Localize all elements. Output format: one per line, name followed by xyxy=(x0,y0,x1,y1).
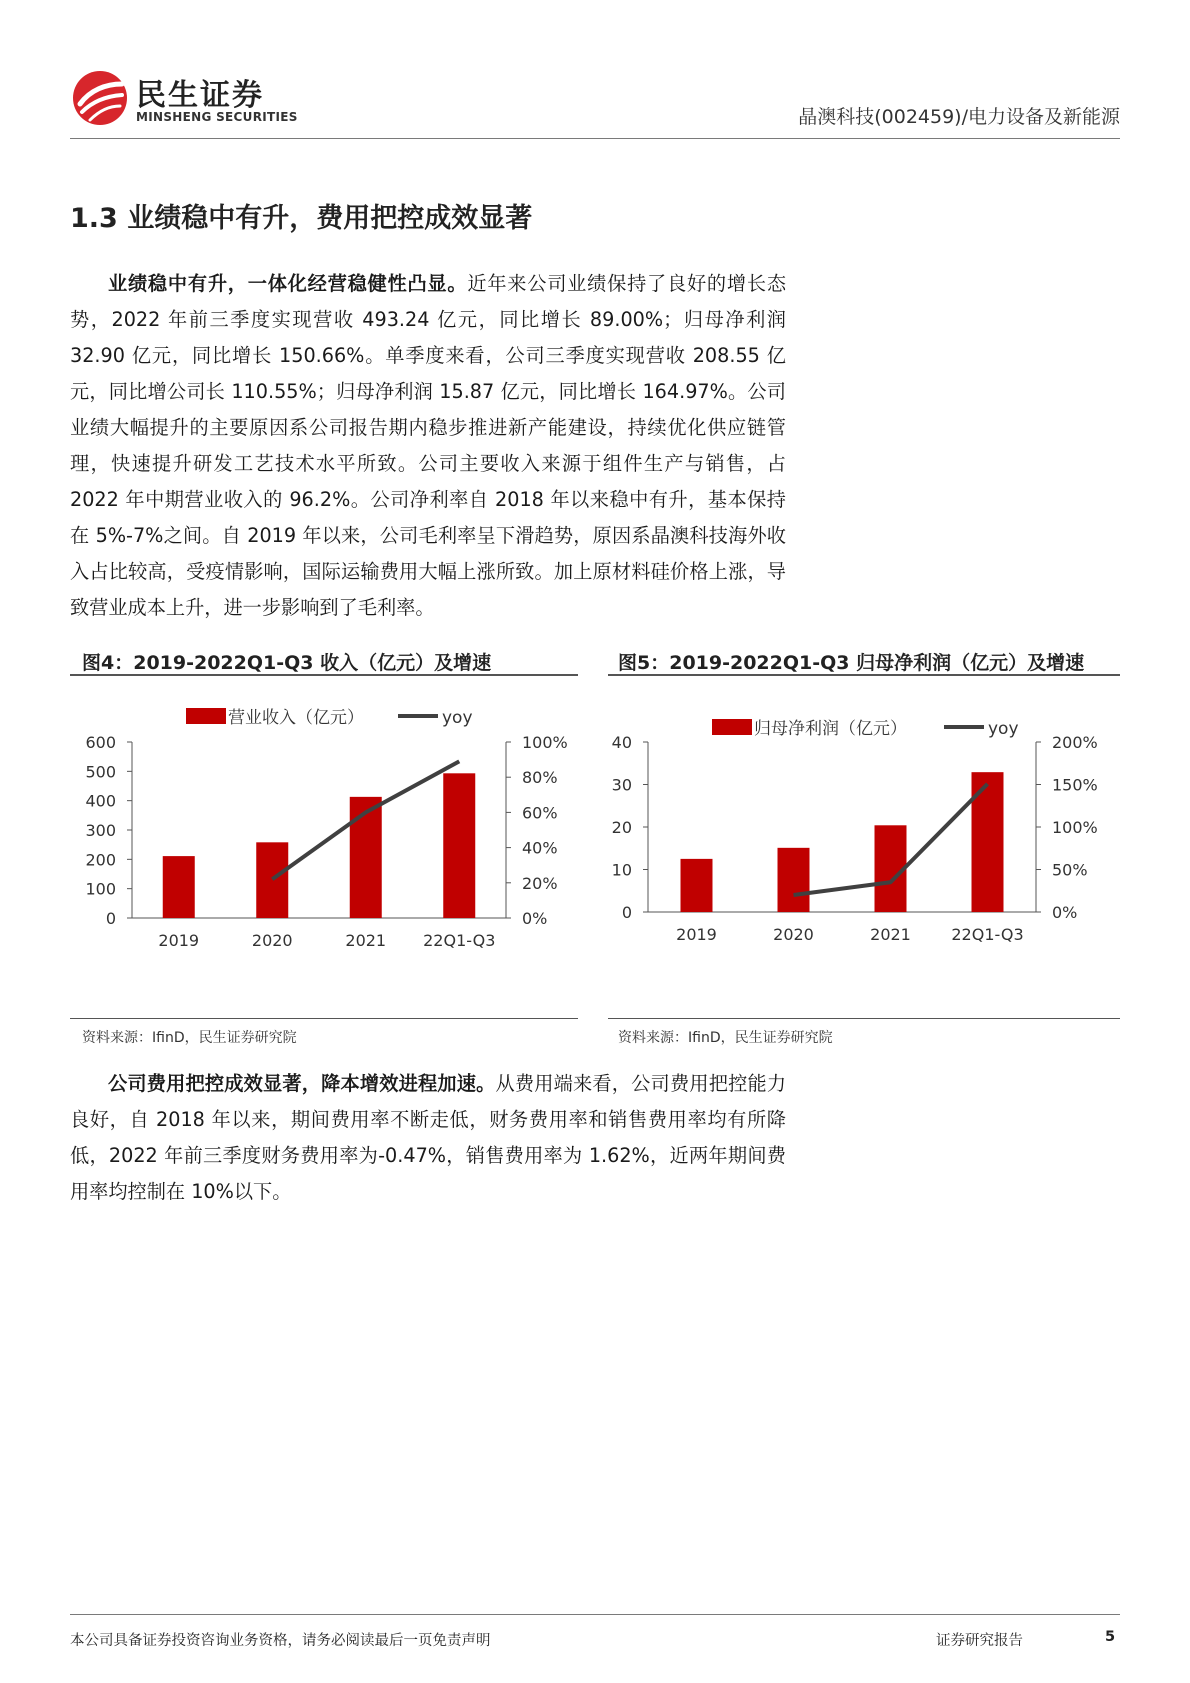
x-axis-category-label: 2020 xyxy=(773,925,814,944)
figure-4-title: 图4：2019-2022Q1-Q3 收入（亿元）及增速 xyxy=(82,652,492,674)
figure-5-source: 资料来源：IfinD，民生证券研究院 xyxy=(618,1030,833,1046)
page-number: 5 xyxy=(1105,1629,1116,1645)
right-axis-tick-label: 60% xyxy=(522,803,558,823)
figure-5-title: 图5：2019-2022Q1-Q3 归母净利润（亿元）及增速 xyxy=(618,652,1085,674)
left-axis-tick-label: 30 xyxy=(611,775,632,795)
legend-bar-swatch xyxy=(186,708,226,724)
paragraph-body: 从费用端来看，公司费用把控能力良好，自 2018 年以来，期间费用率不断走低，财务费用率和销售费用率均有所降低，2022 年前三季度财务费用率为-0.47%，销售费用率为 1.62%，近两年期间费用率均控制在 10%以下。 xyxy=(70,1072,787,1203)
paragraph-expenses xyxy=(70,1066,786,1210)
report-subject: 晶澳科技(002459)/电力设备及新能源 xyxy=(798,106,1120,128)
legend-bar-swatch xyxy=(712,719,752,735)
bar-2021 xyxy=(350,797,382,918)
bar-22Q1-Q3 xyxy=(443,773,475,918)
paragraph-body: 近年来公司业绩保持了良好的增长态势，2022 年前三季度实现营收 493.24 亿元，同比增长 89.00%；归母净利润 32.90 亿元，同比增长 150.66%。单季度来看，公司三季度实现营收 208.55 亿元，同比增公司长 110.55%；归母净利润 15.87 亿元，同比增长 164.97%。公司业绩大幅提升的主要原因系公司报告期内稳步推进新产能建设，持续优化供应链管理，快速提升研发工艺技术水平所致。公司主要收入来源于组件生产与销售，占 2022 年中期营业收入的 96.2%。公司净利率自 2018 年以来稳中有升，基本保持在 5%-7%之间。自 2019 年以来，公司毛利率呈下滑趋势，原因系晶澳科技海外收入占比较高，受疫情影响，国际运输费用大幅上涨所致。加上原材料硅价格上涨，导致营业成本上升，进一步影响到了毛利率。 xyxy=(70,272,787,619)
bar-2019 xyxy=(163,856,195,918)
left-axis-tick-label: 20 xyxy=(611,818,632,837)
left-axis-tick-label: 500 xyxy=(85,762,116,782)
footer-divider xyxy=(70,1614,1120,1615)
right-axis-tick-label: 150% xyxy=(1052,775,1098,795)
figure-5-title-rule xyxy=(608,674,1120,676)
net-profit-chart xyxy=(608,690,1120,1010)
right-axis-tick-label: 20% xyxy=(522,873,558,893)
company-logo xyxy=(72,68,298,130)
figure-4-source: 资料来源：IfinD，民生证券研究院 xyxy=(82,1030,297,1046)
bar-2020 xyxy=(256,842,288,918)
paragraph-performance xyxy=(70,266,786,626)
x-axis-category-label: 2019 xyxy=(158,931,200,950)
legend-line-label: yoy xyxy=(988,719,1019,739)
figure-5-bottom-rule xyxy=(608,1018,1120,1019)
figure-4-bottom-rule xyxy=(70,1018,578,1019)
x-axis-category-label: 22Q1-Q3 xyxy=(951,925,1024,944)
left-axis-tick-label: 600 xyxy=(85,733,116,752)
paragraph-lead: 业绩稳中有升，一体化经营稳健性凸显。 xyxy=(108,272,468,295)
header-divider xyxy=(70,138,1120,139)
right-axis-tick-label: 100% xyxy=(522,733,568,752)
legend-bar-label: 营业收入（亿元） xyxy=(228,708,364,728)
right-axis-tick-label: 40% xyxy=(522,838,558,858)
x-axis-category-label: 2021 xyxy=(345,931,387,950)
legend-bar-label: 归母净利润（亿元） xyxy=(754,719,907,739)
right-axis-tick-label: 80% xyxy=(522,768,558,788)
paragraph-lead: 公司费用把控成效显著，降本增效进程加速。 xyxy=(108,1072,496,1095)
left-axis-tick-label: 0 xyxy=(621,903,632,922)
right-axis-tick-label: 0% xyxy=(522,909,548,928)
right-axis-tick-label: 100% xyxy=(1052,818,1098,837)
footer-report-type: 证券研究报告 xyxy=(936,1633,1023,1649)
bar-2019 xyxy=(681,859,713,912)
figure-4-title-rule xyxy=(70,674,578,676)
section-title: 1.3 业绩稳中有升，费用把控成效显著 xyxy=(70,203,533,234)
x-axis-category-label: 22Q1-Q3 xyxy=(423,931,496,950)
left-axis-tick-label: 200 xyxy=(85,850,116,870)
left-axis-tick-label: 0 xyxy=(105,909,116,928)
x-axis-category-label: 2019 xyxy=(676,925,717,944)
legend-line-label: yoy xyxy=(442,708,473,728)
logo-english-name: MINSHENG SECURITIES xyxy=(136,110,298,124)
bar-2020 xyxy=(778,848,810,912)
x-axis-category-label: 2021 xyxy=(870,925,911,944)
footer-disclaimer: 本公司具备证券投资咨询业务资格，请务必阅读最后一页免责声明 xyxy=(70,1633,491,1649)
right-axis-tick-label: 0% xyxy=(1052,903,1078,922)
left-axis-tick-label: 400 xyxy=(85,791,116,811)
revenue-chart xyxy=(70,690,578,1010)
logo-chinese-name: 民生证券 xyxy=(136,78,264,113)
right-axis-tick-label: 200% xyxy=(1052,733,1098,752)
left-axis-tick-label: 40 xyxy=(611,733,632,752)
x-axis-category-label: 2020 xyxy=(251,931,293,950)
right-axis-tick-label: 50% xyxy=(1052,860,1088,880)
left-axis-tick-label: 100 xyxy=(85,879,116,899)
logo-emblem-icon xyxy=(72,70,128,126)
left-axis-tick-label: 10 xyxy=(611,860,632,880)
left-axis-tick-label: 300 xyxy=(85,821,116,840)
